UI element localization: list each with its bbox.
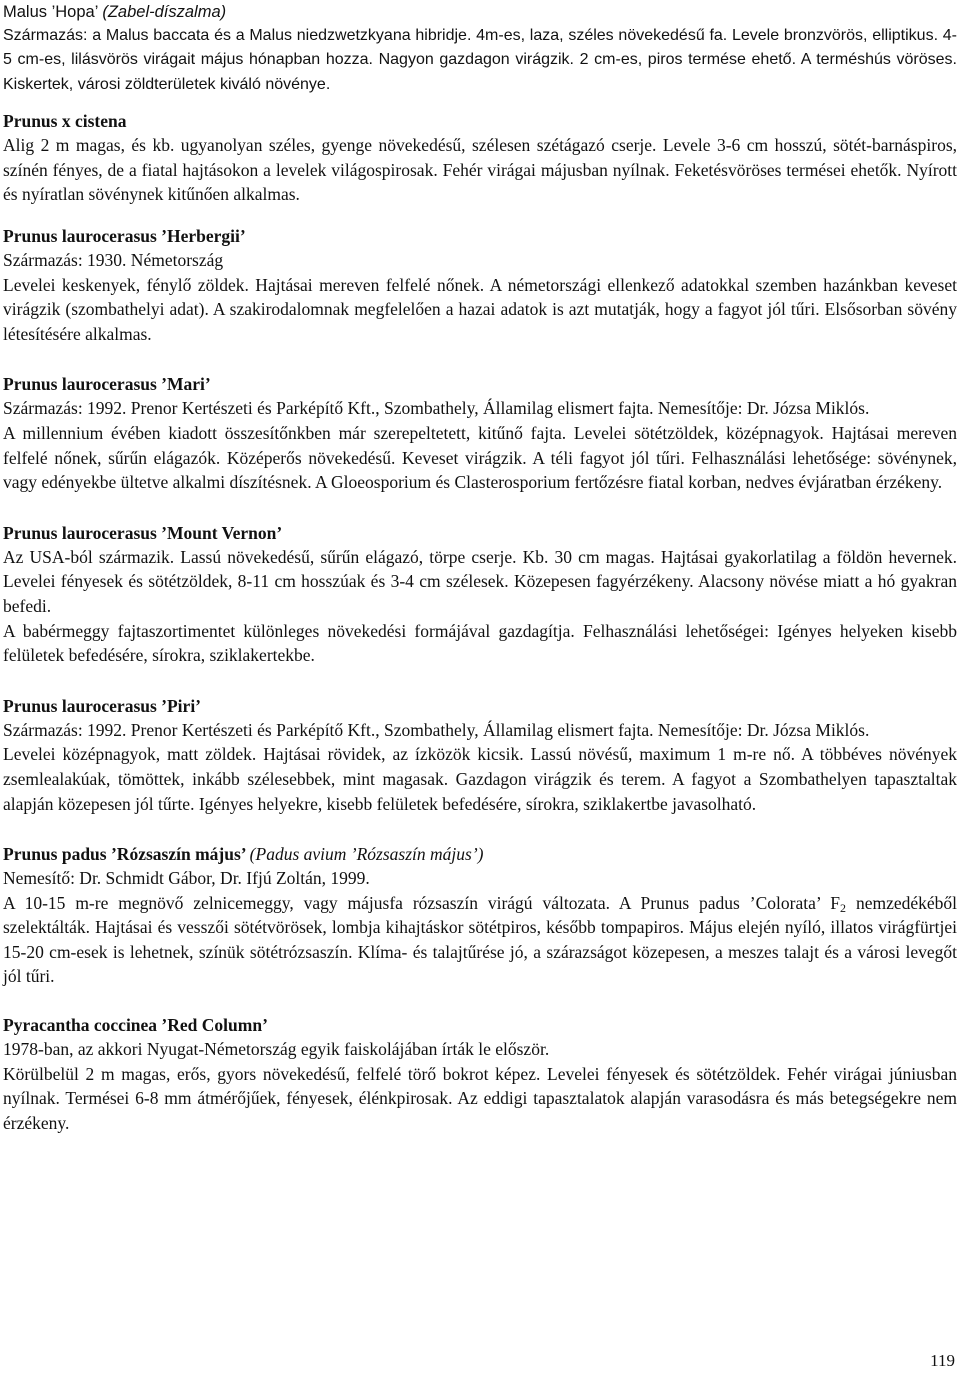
entry-paragraph: Alig 2 m magas, és kb. ugyanolyan széles, gyenge növekedésű, szélesen szétágazó cserje. Levele 3-6 cm hosszú, sötét-barnáspiros, színén fényes, de a fiatal hajtásokon a levelek világospirosak. Fehér virágai májusban nyílnak. Feketésvöröses termései ehetők. Nyírott és nyíratlan sövénynek kitűnően alkalmas.: [3, 135, 957, 205]
paragraph-text: nemzedékéből szelektálták. Hajtásai és vesszői sötétvörösek, lombja kihajtáskor sötétpiros, később tompapiros. Május elején nyíló, illatos virágfürtjei 15-20 cm-esek is lehetnek, színük sötétrózsaszín. Klíma- és talajtűrése jó, a szárazságot közepesen, a meszes talajt és a városi levegőt jól tűri.: [3, 892, 957, 987]
entry-paragraph: Körülbelül 2 m magas, erős, gyors növekedésű, felfelé törő bokrot képez. Levelei fényesek és sötétzöldek. Fehér virágai júniusban nyílnak. Termései 6-8 mm átmérőjűek, fényesek, élénkpirosak. Az eddigi tapasztalatok alapján varasodásra és más betegségekre nem érzékeny.: [3, 1063, 957, 1133]
entry-paragraph: Származás: 1930. Németország: [3, 250, 224, 270]
document-page: [3, 0, 957, 1135]
entry-title-common-name: (Zabel-díszalma): [102, 3, 227, 21]
entry-paragraph: [3, 891, 957, 989]
entry-title-main: Malus ’Hopa’: [3, 3, 98, 21]
entry-prunus-mount-vernon: [3, 521, 957, 668]
paragraph-text: A 10-15 m-re megnövő zelnicemeggy, vagy májusfa rózsaszín virágú változata. A Prunus padus ’Colorata’ F: [3, 892, 841, 913]
entry-prunus-piri: [3, 694, 957, 816]
entry-title: Prunus laurocerasus ’Mount Vernon’: [3, 522, 283, 543]
entry-title-main: Prunus padus ’Rózsaszín május’: [3, 844, 246, 865]
entry-title: [3, 0, 957, 24]
entry-paragraph: A millennium évében kiadott összesítőnkben már szerepeltetett, kitűnő fajta. Levelei sötétzöldek, középnagyok. Hajtásai mereven felfelé nőnek, sűrűn elágazók. Középerős növekedésű. Keveset virágzik. A téli fagyot jól tűri. Felhasználási lehetősége: sövénynek, vagy edényekbe ültetve alkalmi díszítésnek. A Gloeosporium és Clasterosporium fertőzésre fiatal korban, nedves évjáratban érzékeny.: [3, 422, 957, 493]
entry-paragraph: A babérmeggy fajtaszortimentet különleges növekedési formájával gazdagítja. Felhasználási lehetőségei: Igényes helyeken kisebb felületek befedésére, sírokra, sziklakertekbe.: [3, 620, 957, 666]
entry-pyracantha-red-column: [3, 1013, 957, 1135]
entry-prunus-herbergii: [3, 224, 957, 346]
entry-title: Prunus laurocerasus ’Piri’: [3, 695, 202, 716]
subscript: 2: [840, 900, 847, 915]
entry-title: Pyracantha coccinea ’Red Column’: [3, 1015, 268, 1036]
entry-paragraph: Származás: a Malus baccata és a Malus niedzwetzkyana hibridje. 4m-es, laza, széles növekedésű fa. Levele bronzvörös, elliptikus. 4-5 cm-es, lilásvörös virágait május hónapban hozza. Nagyon gazdagon virágzik. 2 cm-es, piros termése ehető. A terméshús vöröses. Kiskertek, városi zöldterületek kiváló növénye.: [3, 27, 957, 93]
entry-paragraph: Származás: 1992. Prenor Kertészeti és Parképítő Kft., Szombathely, Államilag elismert fajta. Nemesítője: Dr. Józsa Miklós.: [3, 398, 870, 419]
entry-paragraph: Levelei keskenyek, fénylő zöldek. Hajtásai mereven felfelé nőnek. A németországi ellenkező adatokkal szemben hazánkban keveset virágzik (szombathelyi adat). A szakirodalomnak megfelelően a hazai adatok is azt mutatják, hogy a fagyot jól tűri. Elsősorban sövény létesítésére alkalmas.: [3, 274, 957, 344]
entry-paragraph: 1978-ban, az akkori Nyugat-Németország egyik faiskolájában írták le először.: [3, 1039, 550, 1060]
entry-prunus-padus: [3, 842, 957, 989]
entry-paragraph: Származás: 1992. Prenor Kertészeti és Parképítő Kft., Szombathely, Államilag elismert fajta. Nemesítője: Dr. Józsa Miklós.: [3, 719, 870, 740]
entry-title: Prunus laurocerasus ’Herbergii’: [3, 226, 246, 246]
page-number: 119: [930, 1351, 955, 1370]
entry-prunus-mari: [3, 372, 957, 494]
entry-title: Prunus x cistena: [3, 111, 127, 132]
entry-title-synonym: (Padus avium ’Rózsaszín május’): [249, 844, 484, 865]
entry-paragraph: Levelei középnagyok, matt zöldek. Hajtásai rövidek, az ízközök kicsik. Lassú növésű, maximum 1 m-re nő. A többéves növények zsemlealakúak, tömöttek, inkább szélesebbek, mint magasak. Gazdagon virágzik és terem. A fagyot a Szombathelyen tapasztaltak alapján közepesen jól tűrte. Igényes helyekre, kisebb felületek befedésére, sírokra, sziklakertbe javasolható.: [3, 744, 957, 814]
entry-paragraph: Nemesítő: Dr. Schmidt Gábor, Dr. Ifjú Zoltán, 1999.: [3, 868, 370, 889]
entry-prunus-cistena: [3, 109, 957, 207]
entry-title: Prunus laurocerasus ’Mari’: [3, 374, 211, 395]
entry-title: [3, 842, 957, 866]
entry-paragraph: Az USA-ból származik. Lassú növekedésű, sűrűn elágazó, törpe cserje. Kb. 30 cm magas. Hajtásai gyakorlatilag a földön hevernek. Levelei fényesek és sötétzöldek, 8-11 cm hosszúak és 3-4 cm szélesek. Közepesen fagyérzékeny. Alacsony növése miatt a hó gyakran befedi.: [3, 546, 957, 616]
entry-malus-hopa: [3, 0, 957, 97]
